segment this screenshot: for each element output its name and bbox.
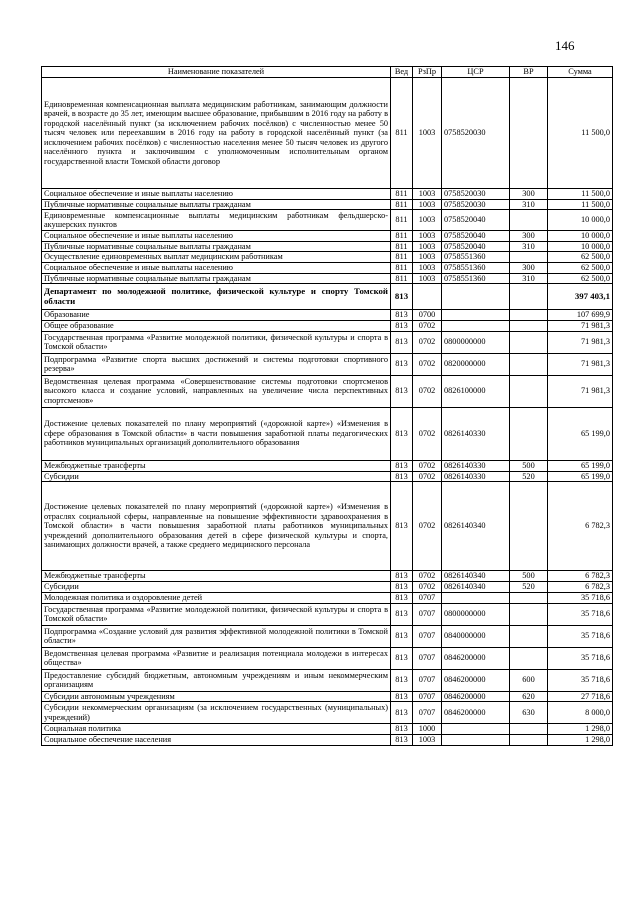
- cell-name: Социальное обеспечение и иные выплаты населению: [42, 231, 391, 242]
- cell-name: Подпрограмма «Создание условий для развития эффективной молодежной политики в Томской области»: [42, 625, 391, 647]
- header-csr: ЦСР: [442, 67, 510, 78]
- table-row: [42, 199, 613, 210]
- table-row: [42, 571, 613, 582]
- table-row: [42, 407, 613, 460]
- table-row: [42, 375, 613, 407]
- cell-ved: 813: [391, 284, 413, 310]
- cell-name: Субсидии: [42, 582, 391, 593]
- table-row: [42, 702, 613, 724]
- cell-csr: 0758551360: [442, 263, 510, 274]
- cell-sum: 11 500,0: [548, 78, 613, 189]
- cell-vr: [510, 407, 548, 460]
- page-number: 146: [555, 38, 575, 53]
- cell-vr: [510, 625, 548, 647]
- header-name: Наименование показателей: [42, 67, 391, 78]
- table-row: [42, 263, 613, 274]
- table-row: [42, 353, 613, 375]
- table-row: [42, 331, 613, 353]
- cell-ved: 811: [391, 273, 413, 284]
- header-sum: Сумма: [548, 67, 613, 78]
- table-row: [42, 735, 613, 746]
- table-row: [42, 189, 613, 200]
- cell-csr: 0846200000: [442, 647, 510, 669]
- table-row: [42, 241, 613, 252]
- cell-csr: 0758520030: [442, 199, 510, 210]
- cell-rzpr: 1003: [413, 189, 442, 200]
- cell-vr: 520: [510, 582, 548, 593]
- cell-csr: 0840000000: [442, 625, 510, 647]
- cell-ved: 811: [391, 263, 413, 274]
- table-row: [42, 625, 613, 647]
- cell-name: Достижение целевых показателей по плану мероприятий («дорожной карте») «Изменения в сфере образования в Томской области» в части повышения заработной платы педагогических работников муниципальных организаций дополнительного образования: [42, 407, 391, 460]
- cell-rzpr: 0707: [413, 603, 442, 625]
- cell-csr: 0826140340: [442, 482, 510, 571]
- cell-sum: 11 500,0: [548, 189, 613, 200]
- cell-ved: 813: [391, 482, 413, 571]
- cell-rzpr: 1000: [413, 724, 442, 735]
- cell-name: Социальное обеспечение населения: [42, 735, 391, 746]
- cell-vr: 500: [510, 571, 548, 582]
- cell-vr: 600: [510, 669, 548, 691]
- cell-name: Ведомственная целевая программа «Развитие и реализация потенциала молодежи в интересах общества»: [42, 647, 391, 669]
- cell-vr: [510, 353, 548, 375]
- cell-sum: 35 718,6: [548, 592, 613, 603]
- cell-rzpr: 1003: [413, 263, 442, 274]
- cell-name: Ведомственная целевая программа «Совершенствование системы подготовки спортсменов высокого класса и создание условий, направленных на увеличение числа перспективных спортсменов»: [42, 375, 391, 407]
- cell-sum: 6 782,3: [548, 582, 613, 593]
- cell-rzpr: 0702: [413, 353, 442, 375]
- cell-sum: 107 699,9: [548, 310, 613, 321]
- cell-rzpr: 0702: [413, 471, 442, 482]
- cell-sum: 8 000,0: [548, 702, 613, 724]
- cell-vr: [510, 735, 548, 746]
- table-row: [42, 647, 613, 669]
- cell-sum: 10 000,0: [548, 241, 613, 252]
- cell-name: Подпрограмма «Развитие спорта высших достижений и системы подготовки спортивного резерва»: [42, 353, 391, 375]
- cell-vr: [510, 210, 548, 231]
- cell-csr: 0826140340: [442, 582, 510, 593]
- table-row: [42, 482, 613, 571]
- cell-sum: 35 718,6: [548, 625, 613, 647]
- cell-rzpr: 1003: [413, 210, 442, 231]
- cell-name: Межбюджетные трансферты: [42, 460, 391, 471]
- cell-sum: 35 718,6: [548, 603, 613, 625]
- cell-ved: 813: [391, 407, 413, 460]
- table-row: [42, 210, 613, 231]
- cell-csr: 0846200000: [442, 691, 510, 702]
- cell-vr: 630: [510, 702, 548, 724]
- cell-vr: [510, 724, 548, 735]
- cell-ved: 813: [391, 691, 413, 702]
- header-vr: ВР: [510, 67, 548, 78]
- cell-vr: [510, 331, 548, 353]
- cell-sum: 62 500,0: [548, 263, 613, 274]
- cell-ved: 813: [391, 471, 413, 482]
- cell-sum: 6 782,3: [548, 571, 613, 582]
- cell-sum: 11 500,0: [548, 199, 613, 210]
- cell-sum: 71 981,3: [548, 320, 613, 331]
- cell-sum: 6 782,3: [548, 482, 613, 571]
- cell-ved: 813: [391, 625, 413, 647]
- cell-sum: 65 199,0: [548, 407, 613, 460]
- cell-vr: [510, 78, 548, 189]
- cell-ved: 813: [391, 331, 413, 353]
- cell-rzpr: 1003: [413, 735, 442, 746]
- cell-name: Субсидии: [42, 471, 391, 482]
- cell-name: Предоставление субсидий бюджетным, автономным учреждениям и иным некоммерческим организациям: [42, 669, 391, 691]
- cell-name: Молодежная политика и оздоровление детей: [42, 592, 391, 603]
- cell-vr: 300: [510, 189, 548, 200]
- cell-csr: 0758551360: [442, 273, 510, 284]
- cell-vr: 620: [510, 691, 548, 702]
- cell-name: Субсидии некоммерческим организациям (за исключением государственных (муниципальных) учреждений): [42, 702, 391, 724]
- cell-name: Социальная политика: [42, 724, 391, 735]
- cell-csr: 0758551360: [442, 252, 510, 263]
- cell-csr: [442, 724, 510, 735]
- table-row: [42, 284, 613, 310]
- cell-name: Единовременные компенсационные выплаты медицинским работникам фельдшерско-акушерских пунктов: [42, 210, 391, 231]
- cell-name: Социальное обеспечение и иные выплаты населению: [42, 189, 391, 200]
- cell-csr: 0758520030: [442, 78, 510, 189]
- cell-vr: 300: [510, 231, 548, 242]
- cell-name: Общее образование: [42, 320, 391, 331]
- cell-vr: 310: [510, 199, 548, 210]
- cell-vr: [510, 592, 548, 603]
- cell-rzpr: 0700: [413, 310, 442, 321]
- table-row: [42, 231, 613, 242]
- table-row: [42, 320, 613, 331]
- cell-ved: 813: [391, 603, 413, 625]
- cell-ved: 813: [391, 647, 413, 669]
- cell-csr: [442, 735, 510, 746]
- cell-rzpr: 1003: [413, 199, 442, 210]
- table-row: [42, 669, 613, 691]
- cell-rzpr: 0702: [413, 571, 442, 582]
- cell-ved: 811: [391, 210, 413, 231]
- table-header-row: [42, 67, 613, 78]
- cell-csr: 0800000000: [442, 331, 510, 353]
- cell-ved: 811: [391, 78, 413, 189]
- cell-name: Государственная программа «Развитие молодежной политики, физической культуры и спорта в Томской области»: [42, 331, 391, 353]
- cell-rzpr: 0702: [413, 375, 442, 407]
- cell-vr: 500: [510, 460, 548, 471]
- cell-name: Департамент по молодежной политике, физической культуре и спорту Томской области: [42, 284, 391, 310]
- cell-name: Социальное обеспечение и иные выплаты населению: [42, 263, 391, 274]
- table-row: [42, 310, 613, 321]
- cell-name: Публичные нормативные социальные выплаты гражданам: [42, 273, 391, 284]
- cell-ved: 813: [391, 702, 413, 724]
- cell-rzpr: 1003: [413, 252, 442, 263]
- table-row: [42, 691, 613, 702]
- header-rzpr: РзПр: [413, 67, 442, 78]
- cell-ved: 813: [391, 592, 413, 603]
- cell-rzpr: 0702: [413, 582, 442, 593]
- cell-csr: 0758520030: [442, 189, 510, 200]
- cell-ved: 813: [391, 582, 413, 593]
- cell-csr: [442, 310, 510, 321]
- cell-sum: 35 718,6: [548, 669, 613, 691]
- table-row: [42, 592, 613, 603]
- cell-rzpr: 0702: [413, 460, 442, 471]
- cell-rzpr: 0707: [413, 691, 442, 702]
- cell-ved: 813: [391, 320, 413, 331]
- cell-rzpr: [413, 284, 442, 310]
- cell-csr: 0846200000: [442, 702, 510, 724]
- table-row: [42, 273, 613, 284]
- cell-csr: 0826140330: [442, 471, 510, 482]
- cell-rzpr: 0707: [413, 669, 442, 691]
- cell-rzpr: 1003: [413, 231, 442, 242]
- table-row: [42, 252, 613, 263]
- table-row: [42, 582, 613, 593]
- cell-sum: 65 199,0: [548, 471, 613, 482]
- cell-name: Единовременная компенсационная выплата медицинским работникам, занимающим должности врачей, в возрасте до 35 лет, имеющим высшее образование, прибывшим в 2016 году на работу в городской населённый пункт (за исключением рабочих посёлков) с численностью менее 50 тысяч человек или переехавшим в 2016 году на работу в городской населённый пункт (за исключением рабочих посёлков) с численностью населения менее 50 тысяч человек из другого населённого пункта и заключившим с уполномоченным исполнительным органом государственной власти Томской области договор: [42, 78, 391, 189]
- cell-sum: 65 199,0: [548, 460, 613, 471]
- table-row: [42, 78, 613, 189]
- cell-vr: 300: [510, 263, 548, 274]
- cell-csr: 0758520040: [442, 241, 510, 252]
- cell-rzpr: 0702: [413, 320, 442, 331]
- cell-vr: [510, 284, 548, 310]
- cell-ved: 813: [391, 571, 413, 582]
- cell-ved: 813: [391, 735, 413, 746]
- cell-name: Публичные нормативные социальные выплаты гражданам: [42, 241, 391, 252]
- cell-ved: 811: [391, 189, 413, 200]
- cell-vr: [510, 320, 548, 331]
- cell-rzpr: 0707: [413, 625, 442, 647]
- cell-vr: 310: [510, 273, 548, 284]
- cell-vr: 520: [510, 471, 548, 482]
- cell-name: Публичные нормативные социальные выплаты гражданам: [42, 199, 391, 210]
- cell-vr: [510, 375, 548, 407]
- cell-sum: 397 403,1: [548, 284, 613, 310]
- cell-rzpr: 1003: [413, 273, 442, 284]
- cell-sum: 10 000,0: [548, 210, 613, 231]
- cell-sum: 1 298,0: [548, 724, 613, 735]
- cell-ved: 813: [391, 375, 413, 407]
- cell-ved: 811: [391, 199, 413, 210]
- cell-sum: 62 500,0: [548, 273, 613, 284]
- cell-sum: 71 981,3: [548, 331, 613, 353]
- cell-vr: [510, 252, 548, 263]
- cell-sum: 10 000,0: [548, 231, 613, 242]
- cell-name: Достижение целевых показателей по плану мероприятий («дорожной карте») «Изменения в отраслях социальной сферы, направленные на повышение эффективности здравоохранения в Томской области» в части повышения заработной платы работников муниципальных учреждений дополнительного образования детей в сфере физической культуры и спорта, занимающих должности врачей, а также среднего медицинского персонала: [42, 482, 391, 571]
- cell-ved: 811: [391, 231, 413, 242]
- cell-csr: 0758520040: [442, 231, 510, 242]
- cell-vr: [510, 310, 548, 321]
- cell-ved: 811: [391, 241, 413, 252]
- cell-csr: [442, 320, 510, 331]
- cell-vr: 310: [510, 241, 548, 252]
- cell-csr: 0820000000: [442, 353, 510, 375]
- cell-name: Межбюджетные трансферты: [42, 571, 391, 582]
- cell-ved: 813: [391, 353, 413, 375]
- header-ved: Вед: [391, 67, 413, 78]
- cell-name: Государственная программа «Развитие молодежной политики, физической культуры и спорта в Томской области»: [42, 603, 391, 625]
- cell-csr: 0826100000: [442, 375, 510, 407]
- cell-csr: 0800000000: [442, 603, 510, 625]
- table-row: [42, 603, 613, 625]
- cell-sum: 62 500,0: [548, 252, 613, 263]
- cell-rzpr: 0707: [413, 647, 442, 669]
- cell-vr: [510, 482, 548, 571]
- cell-csr: 0826140330: [442, 460, 510, 471]
- cell-ved: 811: [391, 252, 413, 263]
- cell-csr: 0826140330: [442, 407, 510, 460]
- cell-sum: 71 981,3: [548, 375, 613, 407]
- cell-vr: [510, 603, 548, 625]
- cell-rzpr: 0702: [413, 407, 442, 460]
- table-row: [42, 724, 613, 735]
- budget-table: [41, 66, 613, 746]
- cell-csr: [442, 284, 510, 310]
- cell-rzpr: 0702: [413, 482, 442, 571]
- cell-csr: 0826140340: [442, 571, 510, 582]
- table-row: [42, 471, 613, 482]
- cell-rzpr: 0707: [413, 702, 442, 724]
- cell-ved: 813: [391, 724, 413, 735]
- cell-rzpr: 0702: [413, 331, 442, 353]
- cell-csr: 0846200000: [442, 669, 510, 691]
- cell-sum: 35 718,6: [548, 647, 613, 669]
- cell-name: Субсидии автономным учреждениям: [42, 691, 391, 702]
- cell-ved: 813: [391, 460, 413, 471]
- cell-rzpr: 0707: [413, 592, 442, 603]
- cell-sum: 27 718,6: [548, 691, 613, 702]
- cell-ved: 813: [391, 310, 413, 321]
- table-row: [42, 460, 613, 471]
- cell-vr: [510, 647, 548, 669]
- cell-rzpr: 1003: [413, 78, 442, 189]
- cell-ved: 813: [391, 669, 413, 691]
- cell-csr: [442, 592, 510, 603]
- cell-csr: 0758520040: [442, 210, 510, 231]
- cell-name: Осуществление единовременных выплат медицинским работникам: [42, 252, 391, 263]
- cell-rzpr: 1003: [413, 241, 442, 252]
- cell-sum: 71 981,3: [548, 353, 613, 375]
- cell-name: Образование: [42, 310, 391, 321]
- cell-sum: 1 298,0: [548, 735, 613, 746]
